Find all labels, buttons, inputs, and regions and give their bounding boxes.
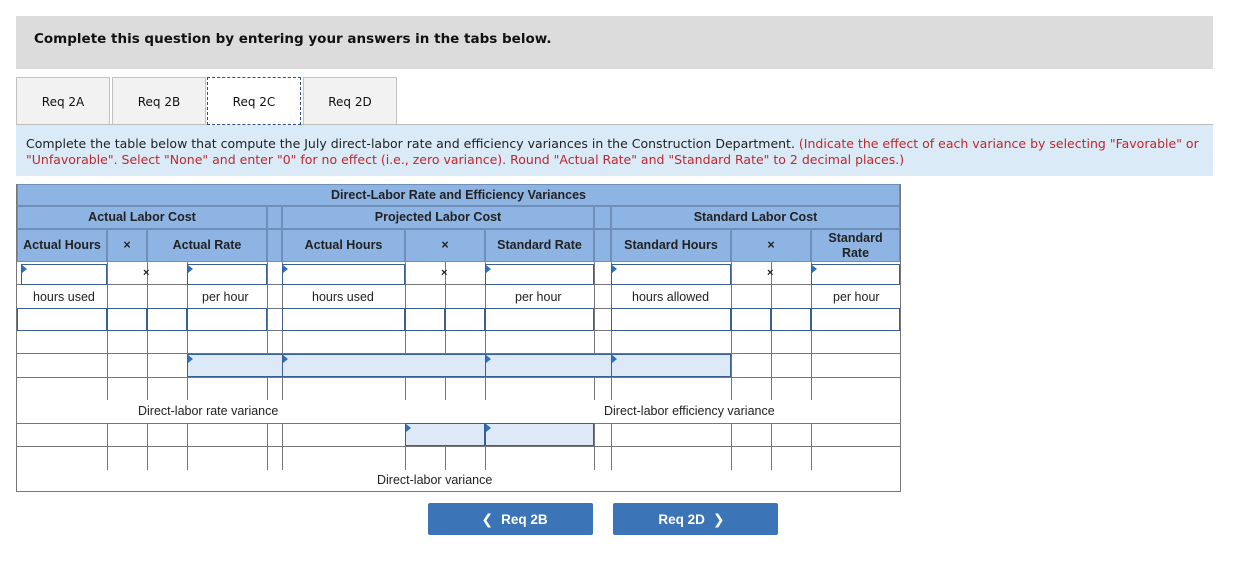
blank-input[interactable] [147,308,187,331]
blank-input[interactable] [611,308,731,331]
col-proj-actual-hours: Actual Hours [282,229,405,262]
tab-req-2b[interactable]: Req 2B [112,77,206,125]
next-req-button[interactable]: Req 2D ❯ [613,503,778,535]
unit-label: per hour [515,290,562,304]
chevron-left-icon: ❮ [481,510,494,527]
unit-label: hours allowed [632,290,710,304]
group-projected-labor-cost: Projected Labor Cost [282,206,594,229]
col-actual-hours: Actual Hours [17,229,107,262]
unit-label: per hour [202,290,249,304]
instructions-main: Complete the table below that compute the July direct-labor rate and efficiency variances in the Construction Department. [26,136,795,151]
prev-req-button[interactable]: ❮ Req 2B [428,503,593,535]
actual-rate-input[interactable] [187,264,267,285]
standard-rate-input[interactable] [811,264,900,285]
unit-label: hours used [33,290,95,304]
col-standard-hours: Standard Hours [611,229,731,262]
group-spacer [267,206,282,229]
col-standard-rate: Standard Rate [811,229,900,262]
chevron-right-icon: ❯ [712,510,725,527]
tab-req-2c[interactable]: Req 2C [207,77,301,125]
efficiency-variance-effect-select[interactable] [611,354,731,377]
blank-input[interactable] [731,308,771,331]
instructions-note: (Indicate the effect of each variance by selecting "Favorable" or "Unfavorable". Select "None" and enter "0" for no effect (i.e., zero variance). Round "Actual Rate" and "Standard Rate" to 2 decimal places.) [26,136,1199,167]
col-multiply: × [107,229,147,262]
col-proj-standard-rate: Standard Rate [485,229,594,262]
blank-input[interactable] [811,308,900,331]
proj-actual-hours-input[interactable] [282,264,405,285]
multiply-sign: × [143,267,150,279]
multiply-sign: × [767,267,774,279]
efficiency-variance-label: Direct-labor efficiency variance [604,404,775,418]
total-variance-effect-select[interactable] [485,423,594,446]
table-title: Direct-Labor Rate and Efficiency Variances [17,184,900,206]
group-spacer [594,206,611,229]
blank-input[interactable] [485,308,594,331]
unit-label: per hour [833,290,880,304]
rate-variance-label: Direct-labor rate variance [138,404,279,418]
col-multiply: × [405,229,485,262]
multiply-sign: × [441,267,448,279]
group-actual-labor-cost: Actual Labor Cost [17,206,267,229]
question-header [16,16,1213,69]
standard-hours-input[interactable] [611,264,731,285]
variance-table [16,184,901,492]
efficiency-variance-amount-input[interactable] [485,354,613,377]
col-spacer [267,229,282,262]
rate-variance-amount-input[interactable] [187,354,284,377]
blank-input[interactable] [17,308,107,331]
blank-input[interactable] [187,308,267,331]
blank-input[interactable] [771,308,811,331]
actual-hours-input[interactable] [21,264,107,285]
blank-input[interactable] [445,308,485,331]
instructions-panel [16,125,1213,176]
blank-input[interactable] [282,308,405,331]
col-multiply: × [731,229,811,262]
blank-input[interactable] [405,308,445,331]
unit-label: hours used [312,290,374,304]
total-variance-label: Direct-labor variance [377,473,493,487]
col-spacer [594,229,611,262]
total-variance-amount-input[interactable] [405,423,485,446]
tab-req-2d[interactable]: Req 2D [303,77,397,125]
col-actual-rate: Actual Rate [147,229,267,262]
group-standard-labor-cost: Standard Labor Cost [611,206,900,229]
header-instruction: Complete this question by entering your answers in the tabs below. [34,31,552,47]
blank-input[interactable] [107,308,147,331]
proj-standard-rate-input[interactable] [485,264,594,285]
tab-req-2a[interactable]: Req 2A [16,77,110,125]
